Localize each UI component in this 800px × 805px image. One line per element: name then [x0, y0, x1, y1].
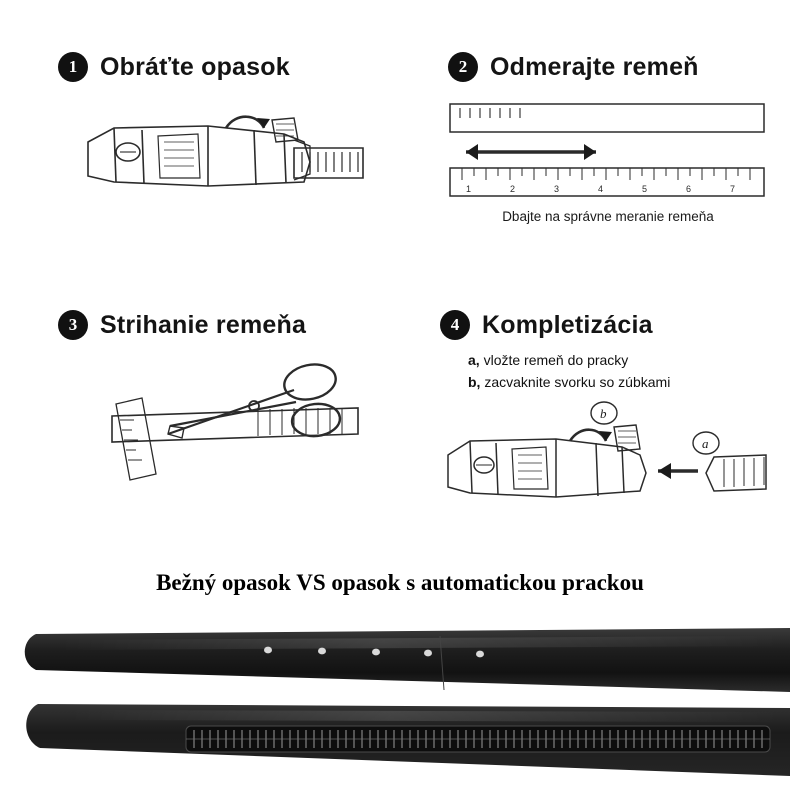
step-4-substep-b-text: zacvaknite svorku so zúbkami [484, 373, 671, 390]
svg-text:3: 3 [554, 184, 560, 194]
step-1-number-badge: 1 [58, 52, 88, 82]
step-3 [58, 310, 378, 493]
callout-b-label: b [600, 406, 607, 422]
svg-text:2: 2 [510, 184, 516, 194]
step-2-caption: Dbajte na správne meranie remeňa [502, 209, 714, 224]
step-2 [448, 52, 768, 224]
classic-belt-with-holes [25, 628, 790, 692]
assembly-illustration [440, 397, 770, 532]
step-3-title: Strihanie remeňa [100, 310, 307, 339]
scissors-cut-illustration [58, 348, 378, 493]
step-4-substep-a [468, 350, 770, 372]
step-2-title: Odmerajte remeň [490, 52, 699, 81]
step-2-number-badge: 2 [448, 52, 478, 82]
step-4-number-badge: 4 [440, 310, 470, 340]
step-1 [58, 52, 368, 205]
step-4-substep-a-text: vložte remeň do pracky [483, 352, 629, 368]
callout-a-label: a [702, 436, 709, 452]
svg-text:6: 6 [686, 184, 692, 194]
step-4-title: Kompletizácia [482, 310, 653, 339]
step-1-header [58, 52, 368, 82]
ruler-measure-illustration [448, 90, 768, 205]
belt-comparison-illustration [0, 600, 800, 800]
step-4-header [440, 310, 770, 340]
step-4-substep-b [468, 372, 770, 394]
automatic-belt-with-track [26, 704, 790, 776]
step-4-substep-a-marker: a, [468, 352, 480, 368]
buckle-flip-illustration [58, 90, 368, 205]
svg-text:7: 7 [730, 184, 736, 194]
step-4-substeps [468, 350, 770, 393]
svg-text:5: 5 [642, 184, 648, 194]
svg-text:1: 1 [466, 184, 472, 194]
step-3-number-badge: 3 [58, 310, 88, 340]
step-4-substep-b-marker: b, [468, 373, 481, 390]
step-1-title: Obráťte opasok [100, 52, 290, 81]
step-3-header [58, 310, 378, 340]
step-2-header [448, 52, 768, 82]
step-4 [440, 310, 770, 532]
svg-text:4: 4 [598, 184, 604, 194]
comparison-title: Bežný opasok VS opasok s automatickou prackou [156, 570, 644, 595]
